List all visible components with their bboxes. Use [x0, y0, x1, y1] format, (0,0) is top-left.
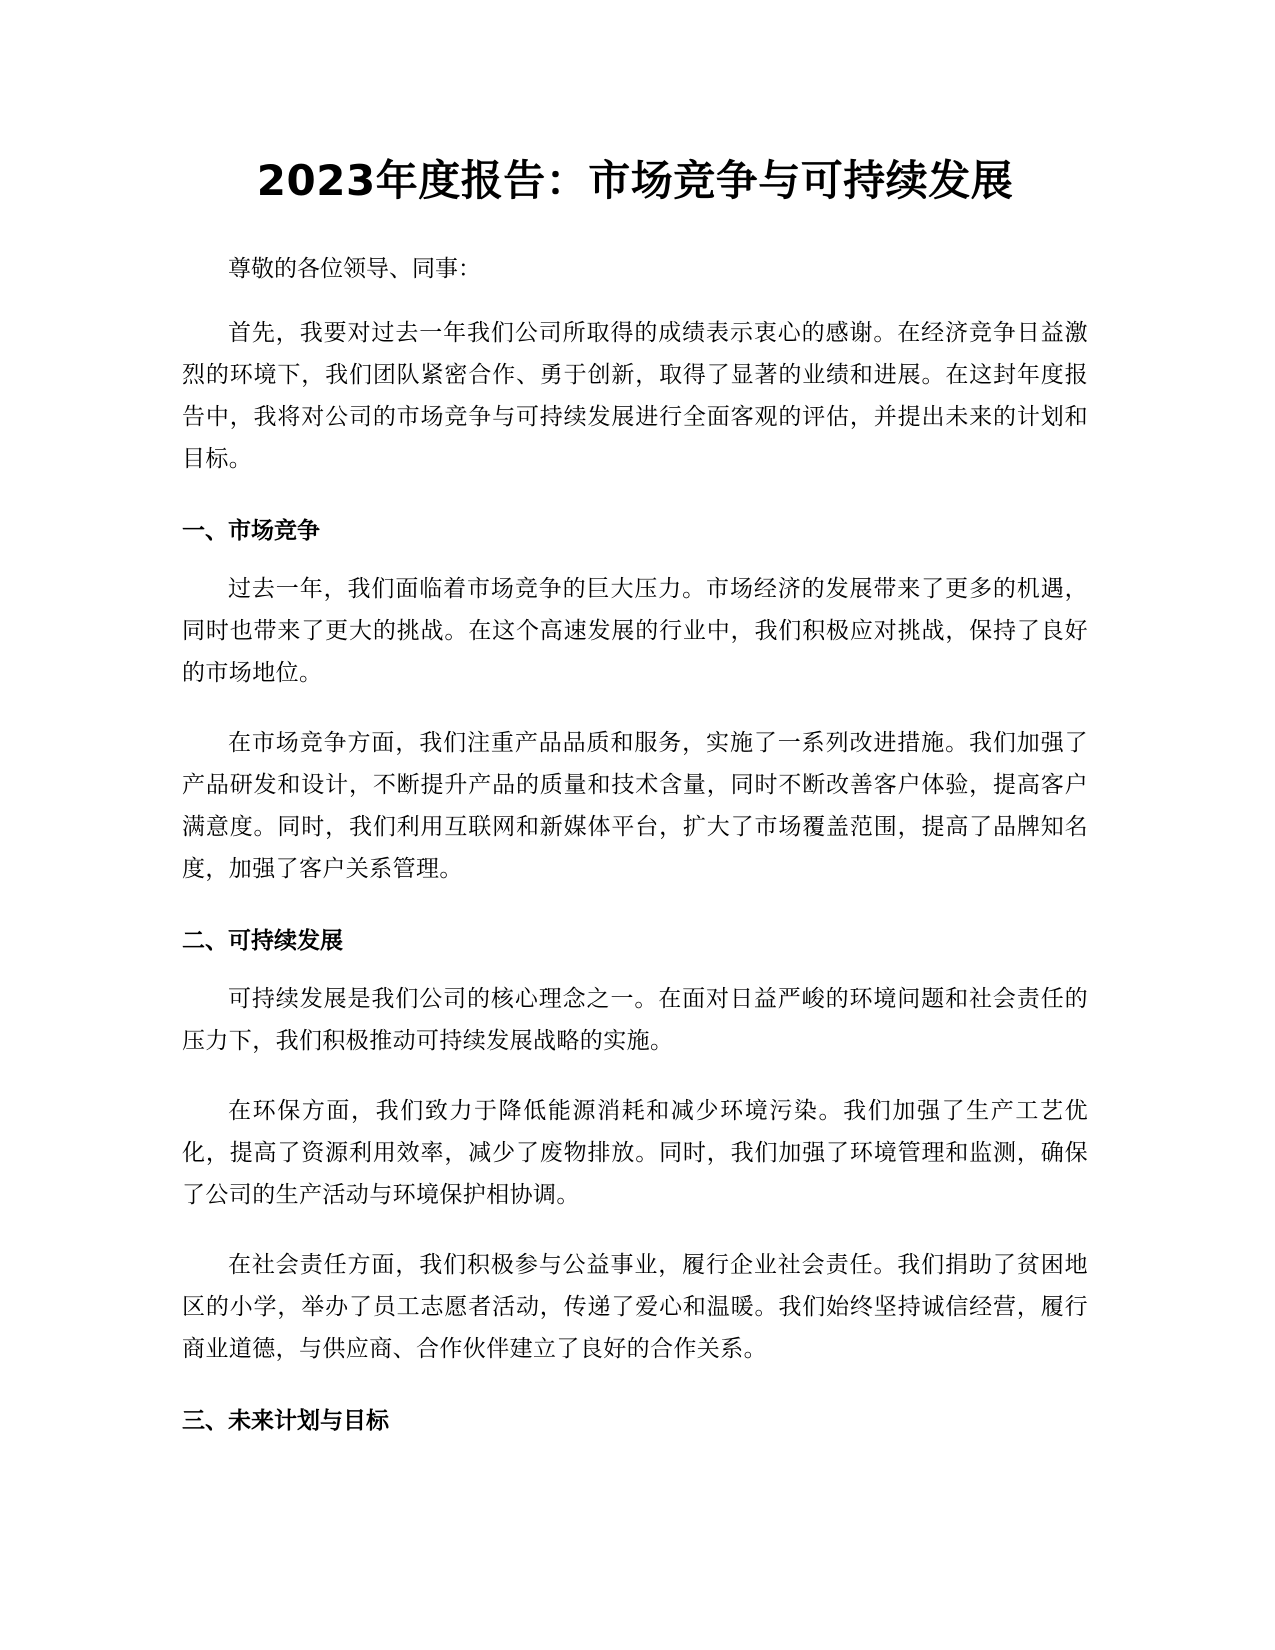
paragraph: 可持续发展是我们公司的核心理念之一。在面对日益严峻的环境问题和社会责任的压力下，我们积极推动可持续发展战略的实施。 [182, 986, 1088, 1054]
section-heading-market-competition: 一、市场竞争 [182, 518, 320, 544]
document-title: 2023年度报告：市场竞争与可持续发展 [256, 156, 1014, 205]
salutation: 尊敬的各位领导、同事： [228, 256, 481, 282]
document-body [182, 150, 1088, 1438]
paragraph: 在环保方面，我们致力于降低能源消耗和减少环境污染。我们加强了生产工艺优化，提高了资源利用效率，减少了废物排放。同时，我们加强了环境管理和监测，确保了公司的生产活动与环境保护相协调。 [182, 1098, 1088, 1208]
paragraph: 在社会责任方面，我们积极参与公益事业，履行企业社会责任。我们捐助了贫困地区的小学，举办了员工志愿者活动，传递了爱心和温暖。我们始终坚持诚信经营，履行商业道德，与供应商、合作伙伴建立了良好的合作关系。 [182, 1252, 1088, 1362]
section-heading-future-plans: 三、未来计划与目标 [182, 1408, 389, 1434]
section-heading-sustainability: 二、可持续发展 [182, 928, 343, 954]
paragraph: 在市场竞争方面，我们注重产品品质和服务，实施了一系列改进措施。我们加强了产品研发和设计，不断提升产品的质量和技术含量，同时不断改善客户体验，提高客户满意度。同时，我们利用互联网和新媒体平台，扩大了市场覆盖范围，提高了品牌知名度，加强了客户关系管理。 [182, 730, 1088, 882]
intro-paragraph: 首先，我要对过去一年我们公司所取得的成绩表示衷心的感谢。在经济竞争日益激烈的环境下，我们团队紧密合作、勇于创新，取得了显著的业绩和进展。在这封年度报告中，我将对公司的市场竞争与可持续发展进行全面客观的评估，并提出未来的计划和目标。 [182, 320, 1088, 472]
paragraph: 过去一年，我们面临着市场竞争的巨大压力。市场经济的发展带来了更多的机遇，同时也带来了更大的挑战。在这个高速发展的行业中，我们积极应对挑战，保持了良好的市场地位。 [182, 576, 1088, 686]
